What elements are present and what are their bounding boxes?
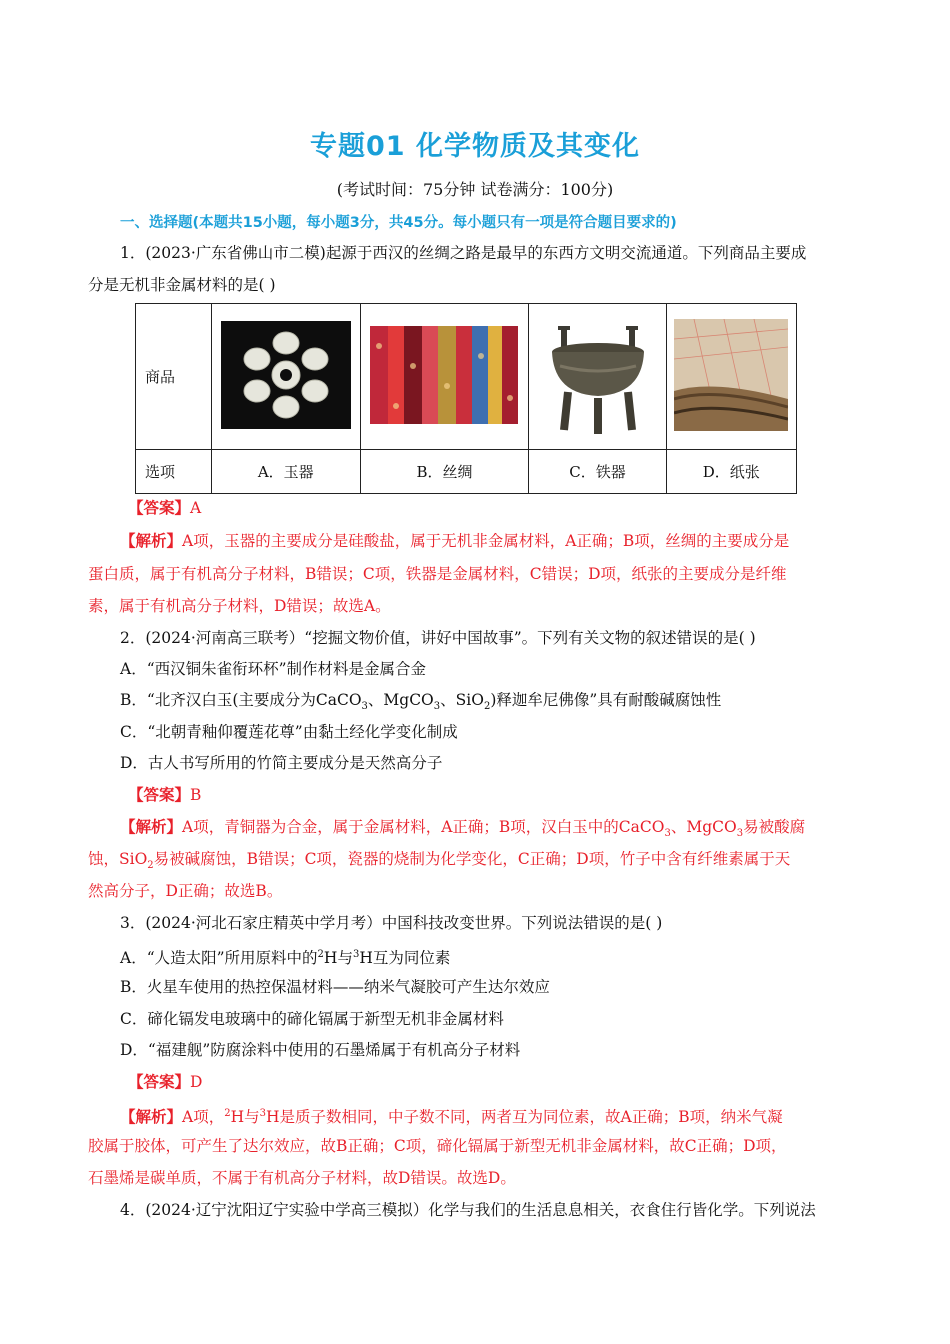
q3-option-b: B．火星车使用的热控保温材料——纳米气凝胶可产生达尔效应 [120,978,550,996]
page-title: 专题01 化学物质及其变化 [310,131,640,162]
q2-option-b: B．“北齐汉白玉(主要成分为CaCO$_3$、MgCO$_3$、SiO$_2$)释迦牟尼佛像”具有耐酸碱腐蚀性 [120,691,722,713]
q3-analysis-line2: 胶属于胶体，可产生了达尔效应，故B正确；C项，碲化镉属于新型无机非金属材料，故C正确；D项， [88,1137,787,1155]
q1-answer: 【答案】A [128,498,202,517]
q1-analysis-line3: 素，属于有机高分子材料，D错误；故选A。 [88,597,391,615]
silk-fabrics-image [370,326,518,424]
q2-option-d: D．古人书写所用的竹简主要成分是天然高分子 [120,754,443,772]
q3-analysis-line1: 【解析】A项，$^2$H与$^3$H是质子数相同，中子数不同，两者互为同位素，故A正确；B项，纳米气凝 [120,1107,783,1127]
q2-analysis-line2: 蚀，SiO$_2$易被碱腐蚀，B错误；C项，瓷器的烧制为化学变化，C正确；D项，竹子中含有纤维素属于天 [88,850,791,872]
q3-stem: 3．(2024·河北石家庄精英中学月考）中国科技改变世界。下列说法错误的是( ) [120,914,663,932]
q2-option-c: C．“北朝青釉仰覆莲花尊”由黏土经化学变化制成 [120,723,458,741]
section-heading: 一、选择题(本题共15小题，每小题3分，共45分。每小题只有一项是符合题目要求的) [120,215,677,231]
q3-answer: 【答案】D [128,1072,203,1091]
q1-analysis-line2: 蛋白质，属于有机高分子材料，B错误；C项，铁器是金属材料，C错误；D项，纸张的主要成分是纤维 [88,565,787,583]
option-b: B．丝绸 [360,450,529,494]
q1-goods-table [135,303,797,494]
paper-scroll-image [674,319,788,431]
q2-analysis-line3: 然高分子，D正确；故选B。 [88,882,283,900]
option-d: D．纸张 [666,450,796,494]
q1-stem-line2: 分是无机非金属材料的是( ) [88,276,276,294]
option-a: A．玉器 [212,450,361,494]
q1-stem-line1: 1．(2023·广东省佛山市二模)起源于西汉的丝绸之路是最早的东西方文明交流通道。下列商品主要成 [120,244,807,262]
q2-option-a: A．“西汉铜朱雀衔环杯”制作材料是金属合金 [120,660,427,678]
cell-jade [212,304,361,450]
q3-option-a: A．“人造太阳”所用原料中的$^2$H与$^3$H互为同位素 [120,949,451,968]
cell-bronze [529,304,666,450]
q3-option-d: D．“福建舰”防腐涂料中使用的石墨烯属于有机高分子材料 [120,1041,521,1059]
q3-analysis-line3: 石墨烯是碳单质，不属于有机高分子材料，故D错误。故选D。 [88,1169,516,1187]
q3-option-c: C．碲化镉发电玻璃中的碲化镉属于新型无机非金属材料 [120,1010,504,1028]
table-header-goods: 商品 [136,304,212,450]
bronze-tripod-image [538,314,658,436]
q4-stem: 4．(2024·辽宁沈阳辽宁实验中学高三模拟）化学与我们的生活息息相关，衣食住行皆化学。下列说法 [120,1201,816,1219]
exam-info: (考试时间：75分钟 试卷满分：100分) [336,180,614,199]
table-header-option: 选项 [136,450,212,494]
cell-paper [666,304,796,450]
q2-answer: 【答案】B [128,785,202,804]
jade-carving-image [221,321,351,429]
q2-analysis-line1: 【解析】A项，青铜器为合金，属于金属材料，A正确；B项，汉白玉中的CaCO$_3$、MgCO$_3$易被酸腐 [120,817,806,840]
q2-stem: 2．(2024·河南高三联考）“挖掘文物价值，讲好中国故事”。下列有关文物的叙述错误的是( ) [120,629,756,647]
cell-silk [360,304,529,450]
q1-analysis-line1: 【解析】A项，玉器的主要成分是硅酸盐，属于无机非金属材料，A正确；B项，丝绸的主要成分是 [120,531,790,550]
option-c: C．铁器 [529,450,666,494]
